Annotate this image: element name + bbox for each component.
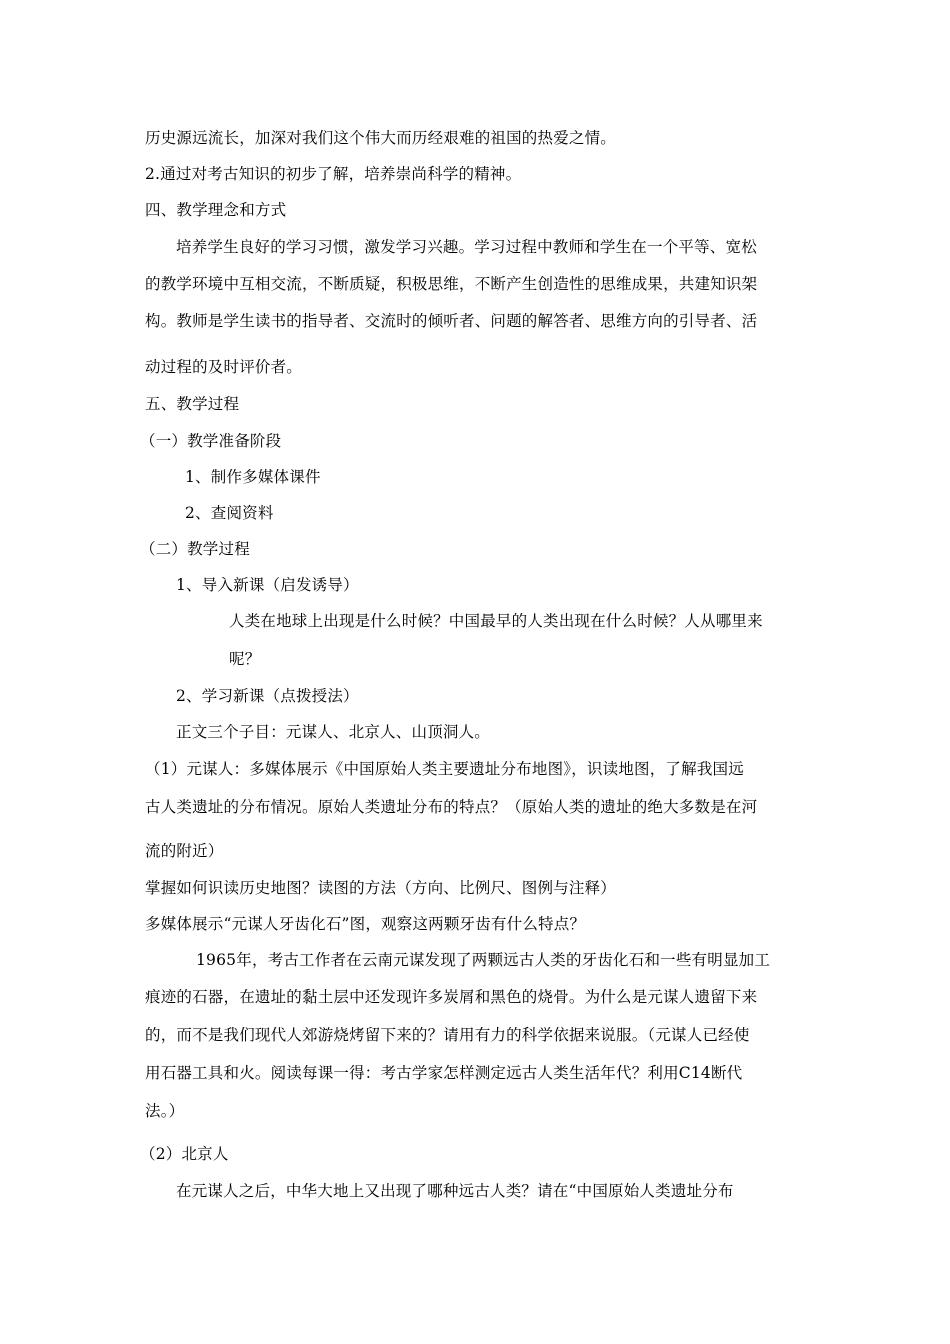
list-item: 1、导入新课（启发诱导）	[176, 576, 359, 594]
text-line: 动过程的及时评价者。	[145, 358, 303, 376]
text-line: 人类在地球上出现是什么时候？中国最早的人类出现在什么时候？人从哪里来	[229, 612, 763, 630]
text-line: 的教学环境中互相交流，不断质疑，积极思维，不断产生创造性的思维成果，共建知识架	[145, 275, 758, 293]
text-line: 呢？	[229, 650, 261, 668]
text-line: 痕迹的石器，在遗址的黏土层中还发现许多炭屑和黑色的烧骨。为什么是元谋人遗留下来	[145, 988, 758, 1006]
text-line: 掌握如何识读历史地图？读图的方法（方向、比例尺、图例与注释）	[145, 879, 617, 897]
list-item: 1、制作多媒体课件	[185, 468, 321, 486]
list-item: 2、查阅资料	[185, 504, 274, 522]
text-line: 的，而不是我们现代人郊游烧烤留下来的？请用有力的科学依据来说服。（元谋人已经使	[145, 1026, 750, 1044]
section-heading: 五、教学过程	[145, 395, 240, 413]
text-line: 1965年，考古工作者在云南元谋发现了两颗远古人类的牙齿化石和一些有明显加工	[196, 951, 771, 969]
section-heading: 四、教学理念和方式	[145, 201, 287, 219]
subsection-heading: （一）教学准备阶段	[140, 432, 282, 450]
text-line: 古人类遗址的分布情况。原始人类遗址分布的特点？（原始人类的遗址的绝大多数是在河	[145, 798, 758, 816]
text-line: 法。）	[145, 1102, 185, 1120]
text-line: 流的附近）	[145, 842, 224, 860]
text-line: （1）元谋人：多媒体展示《中国原始人类主要遗址分布地图》，识读地图，了解我国远	[145, 760, 744, 778]
text-line: 用石器工具和火。阅读每课一得：考古学家怎样测定远古人类生活年代？利用C14断代	[145, 1064, 743, 1082]
subsection-heading: （2）北京人	[140, 1145, 229, 1163]
text-line: 在元谋人之后，中华大地上又出现了哪种远古人类？请在“中国原始人类遗址分布	[176, 1182, 734, 1200]
text-line: 构。教师是学生读书的指导者、交流时的倾听者、问题的解答者、思维方向的引导者、活	[145, 312, 758, 330]
text-line: 培养学生良好的学习习惯，激发学习兴趣。学习过程中教师和学生在一个平等、宽松	[176, 238, 757, 256]
text-line: 2.通过对考古知识的初步了解，培养崇尚科学的精神。	[145, 165, 522, 183]
text-line: 多媒体展示“元谋人牙齿化石”图，观察这两颗牙齿有什么特点？	[145, 915, 586, 933]
text-line: 历史源远流长，加深对我们这个伟大而历经艰难的祖国的热爱之情。	[145, 129, 617, 147]
list-item: 2、学习新课（点拨授法）	[176, 687, 359, 705]
subsection-heading: （二）教学过程	[140, 540, 250, 558]
text-line: 正文三个子目：元谋人、北京人、山顶洞人。	[176, 723, 491, 741]
